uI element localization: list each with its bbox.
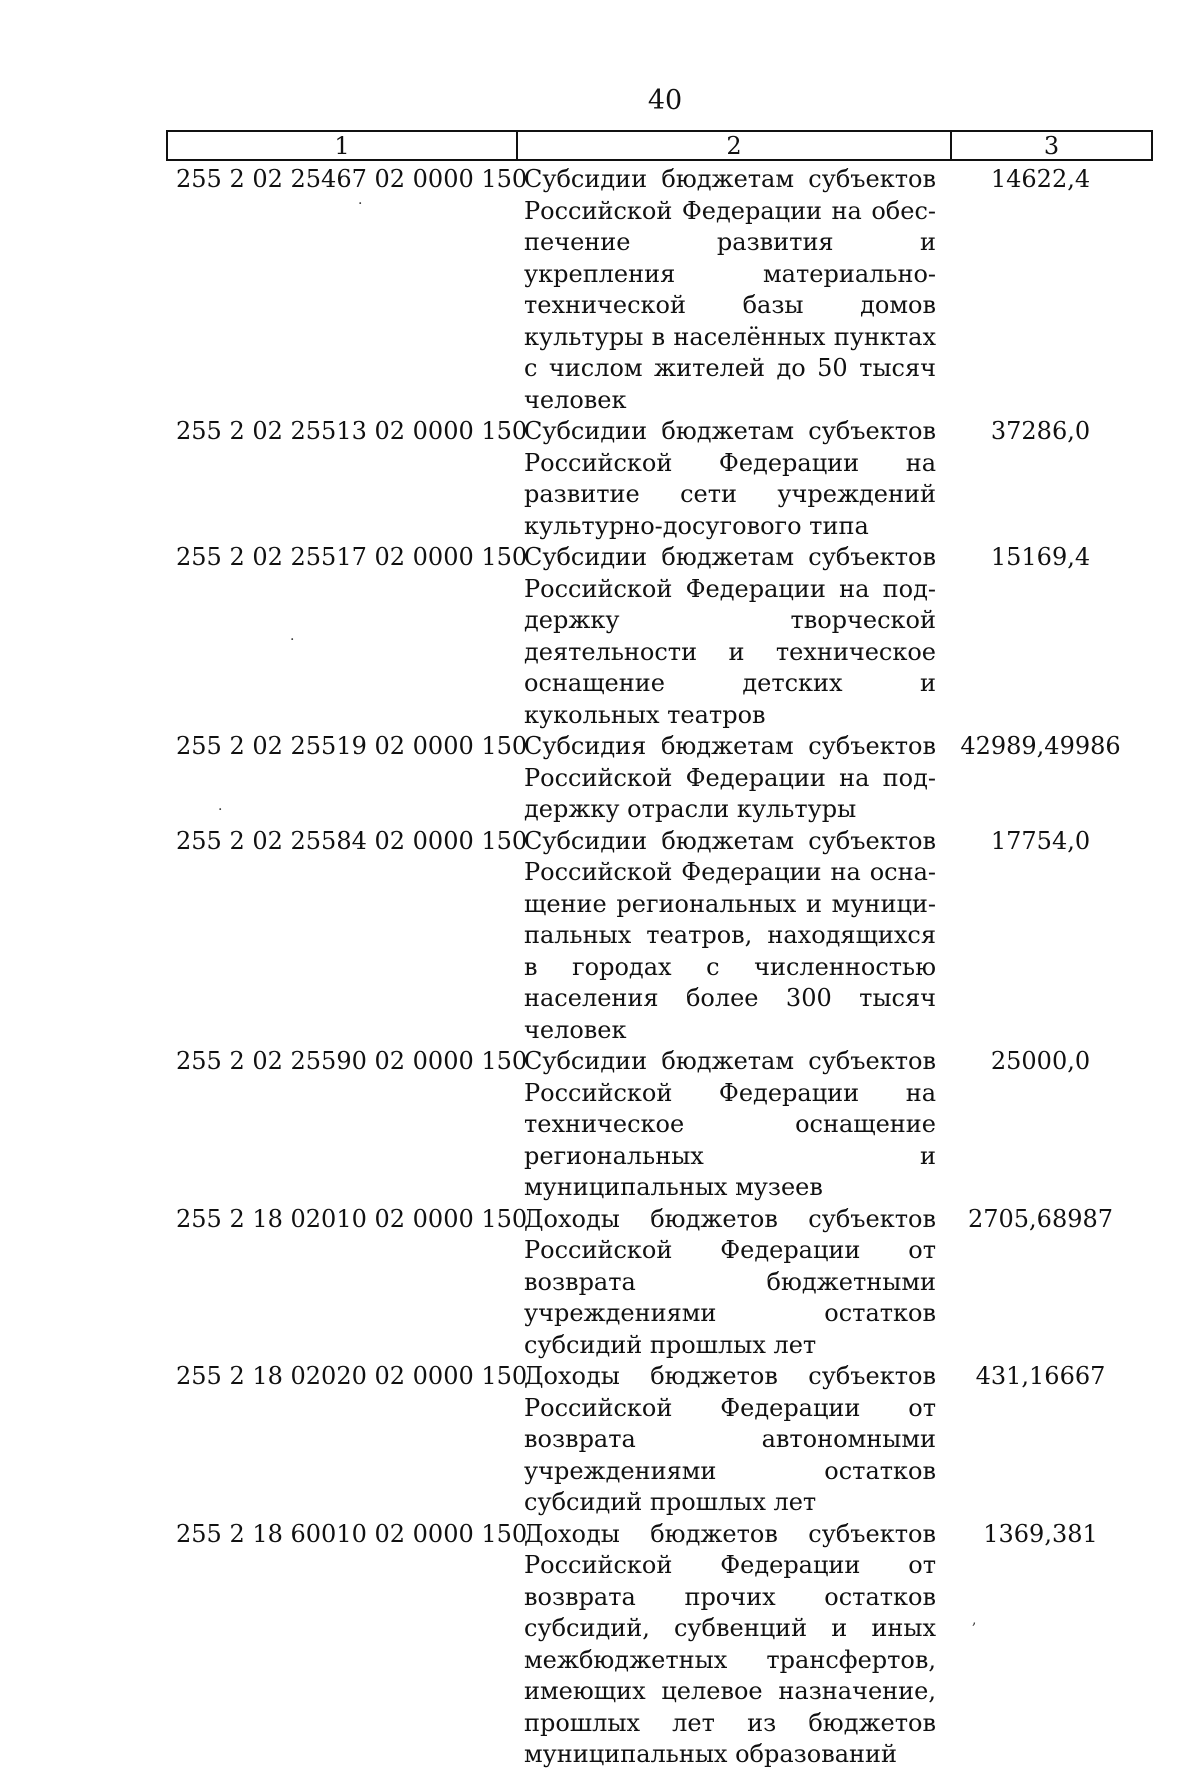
amount: 17754,0 <box>990 826 1091 855</box>
income-description: Доходы бюджетов субъектов Российской Федерации от возврата прочих остатков субсидий, субвенций и иных межбюджетных трансфертов, имеющих целевое назначение, прошлых лет из бюджетов муниципальных образований <box>524 1519 936 1768</box>
scan-speck: · <box>218 802 223 818</box>
income-description: Субсидии бюджетам субъектов Российской Федерации на техническое оснащение региональных и муниципальных музеев <box>524 1047 936 1201</box>
scan-speck: · <box>290 632 295 648</box>
income-description: Доходы бюджетов субъектов Российской Федерации от возврата бюджетными учреждениями остатков субсидий прошлых лет <box>524 1204 936 1359</box>
table-row <box>166 731 1153 826</box>
table-row <box>166 1519 1153 1771</box>
budget-code: 255 2 02 25467 02 0000 150 <box>176 165 528 193</box>
income-description: Субсидии бюджетам субъектов Российской Федерации на оснащение региональных и муниципальных театров, находящихся в городах с численностью населения более 300 тысяч человек <box>524 826 936 1044</box>
table-row <box>166 416 1153 542</box>
column-header-2: 2 <box>518 132 952 159</box>
amount: 1369,381 <box>983 1519 1098 1548</box>
income-description: Субсидии бюджетам субъектов Российской Федерации на обеспечение развития и укрепления материально-технической базы домов культуры в населённых пунктах с числом жителей до 50 тысяч человек <box>524 165 936 414</box>
income-description: Субсидия бюджетам субъектов Российской Федерации на поддержку отрасли культуры <box>524 732 936 823</box>
table-row <box>166 1046 1153 1204</box>
scan-speck: · <box>358 196 363 212</box>
budget-code: 255 2 18 02020 02 0000 150 <box>176 1362 528 1390</box>
amount: 14622,4 <box>990 165 1091 193</box>
amount: 15169,4 <box>990 543 1091 571</box>
table-header <box>166 130 1153 161</box>
column-header-1: 1 <box>168 132 518 159</box>
budget-code: 255 2 02 25513 02 0000 150 <box>176 417 528 445</box>
table-row <box>166 826 1153 1047</box>
income-description: Доходы бюджетов субъектов Российской Федерации от возврата автономными учреждениями остатков субсидий прошлых лет <box>524 1362 936 1516</box>
amount: 37286,0 <box>990 417 1091 445</box>
column-header-3: 3 <box>1043 132 1060 160</box>
amount: 25000,0 <box>990 1047 1091 1075</box>
budget-code: 255 2 02 25590 02 0000 150 <box>176 1047 528 1075</box>
budget-code: 255 2 02 25519 02 0000 150 <box>176 732 528 760</box>
budget-code: 255 2 02 25517 02 0000 150 <box>176 543 528 571</box>
amount: 431,16667 <box>975 1362 1106 1390</box>
table-body <box>166 164 1153 1771</box>
amount: 42989,49986 <box>960 732 1121 760</box>
income-description: Субсидии бюджетам субъектов Российской Федерации на развитие сети учреждений культурно-досугового типа <box>524 417 936 540</box>
budget-code: 255 2 18 02010 02 0000 150 <box>176 1204 528 1233</box>
amount: 2705,68987 <box>967 1204 1114 1233</box>
budget-code: 255 2 02 25584 02 0000 150 <box>176 826 528 855</box>
table-row <box>166 164 1153 416</box>
scan-speck: , <box>972 1612 977 1628</box>
table-row <box>166 1361 1153 1519</box>
budget-code: 255 2 18 60010 02 0000 150 <box>176 1519 528 1548</box>
income-description: Субсидии бюджетам субъектов Российской Федерации на поддержку творческой деятельности и техническое оснащение детских и кукольных театров <box>524 543 936 729</box>
page-number: 40 <box>647 85 683 116</box>
table-row <box>166 542 1153 731</box>
table-row <box>166 1204 1153 1362</box>
